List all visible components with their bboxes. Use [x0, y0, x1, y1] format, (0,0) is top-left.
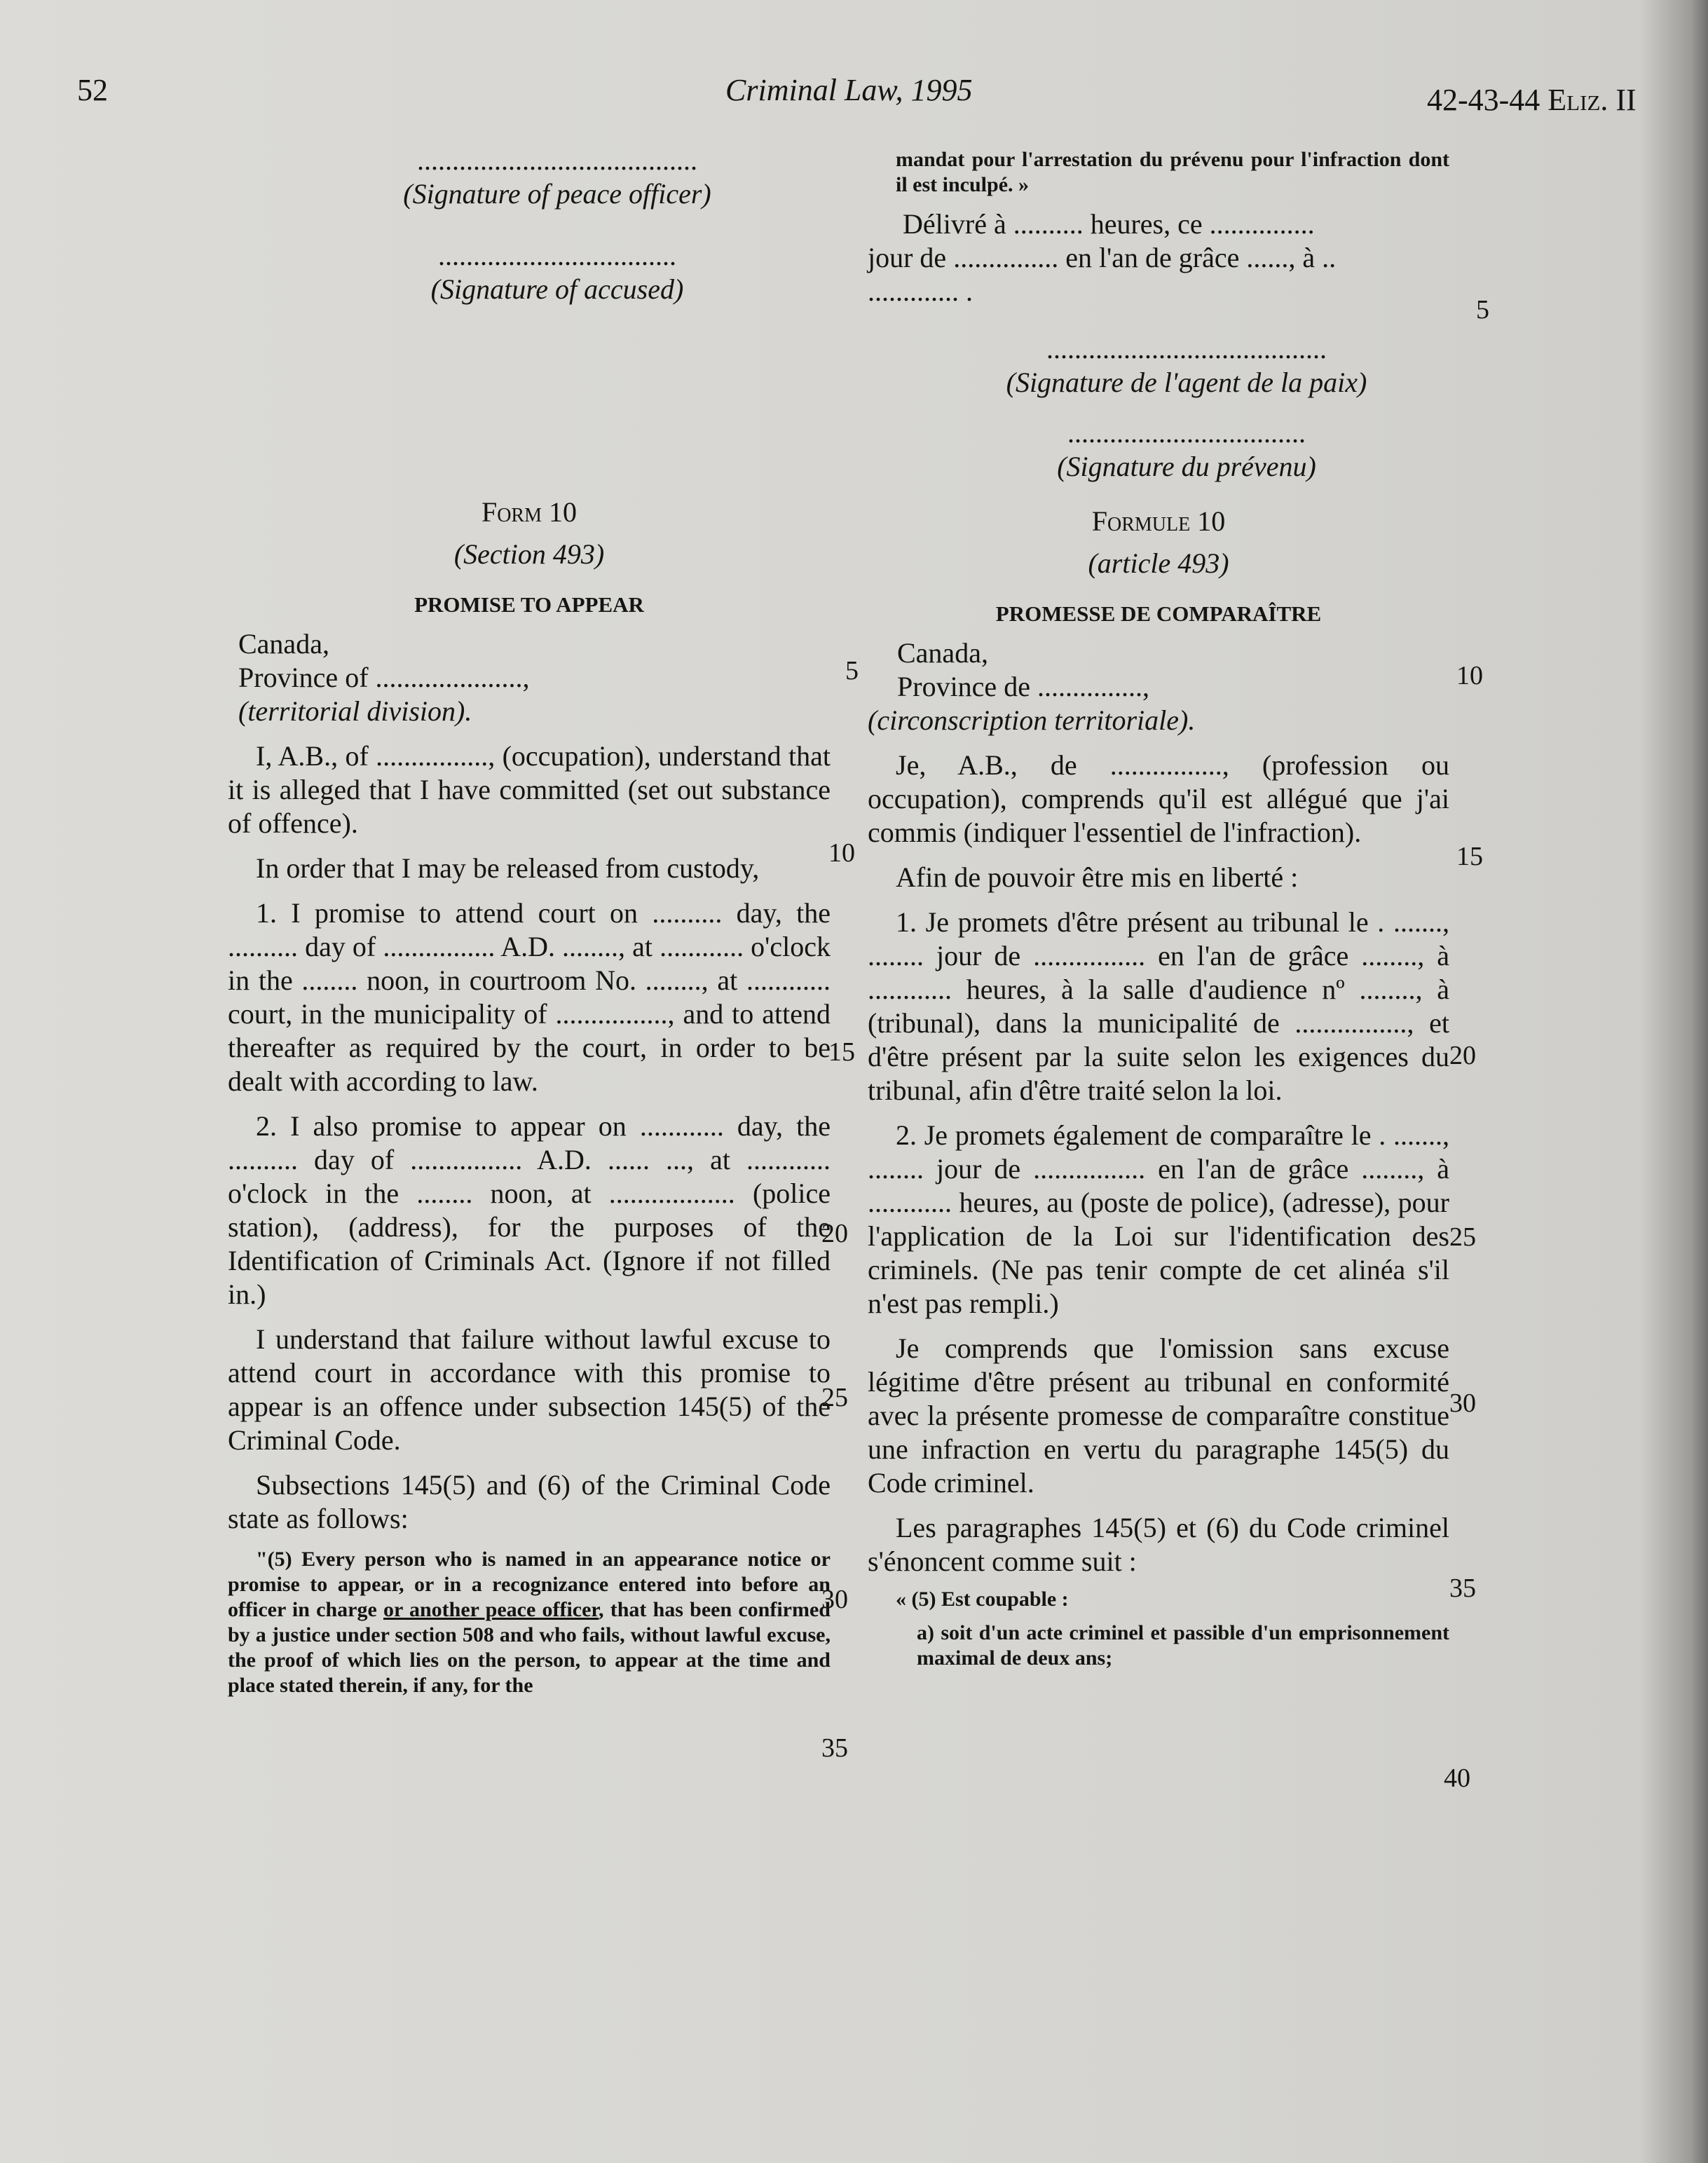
paragraph: Je, A.B., de ................, (profession ou occupation), comprends qu'il est allégué que j'ai commis (indiquer l'essentiel de l'infraction). — [868, 749, 1449, 848]
signature-line: ........................................ — [1046, 333, 1327, 364]
form-title: Formule 10 — [1091, 505, 1226, 537]
line-number: 30 — [821, 1585, 848, 1614]
signature-line: .................................. — [1067, 417, 1306, 449]
quote-underlined-text: or another peace officer — [383, 1598, 599, 1621]
regnal-year: 42-43-44 Eliz. II — [1427, 83, 1637, 117]
quote-text: "(5) Every person who is named in an appearance notice or promise to appear, or in a recognizance entered into before an officer in charge — [228, 1548, 831, 1621]
paragraph: Afin de pouvoir être mis en liberté : — [896, 861, 1299, 893]
continued-text: mandat pour l'arrestation du prévenu pour l'infraction dont il est inculpé. » — [896, 148, 1449, 196]
signature-caption: (Signature de l'agent de la paix) — [1006, 367, 1367, 398]
line-number: 5 — [845, 656, 859, 685]
paragraph: I, A.B., of ................, (occupation), understand that it is alleged that I have committed (set out substance of offence). — [228, 740, 831, 839]
line-number: 5 — [1476, 295, 1489, 325]
paragraph: 2. Je promets également de comparaître le . ......., ........ jour de ................ en l'an de grâce ........, à ............ heures, au (poste de police), (adresse), pour l'application de la Loi sur l'identification des criminels. (Ne pas tenir compte de cet alinéa s'il n'est pas rempli.) — [868, 1119, 1449, 1319]
line-number: 15 — [828, 1037, 855, 1067]
line-number: 20 — [821, 1219, 848, 1248]
paragraph: Subsections 145(5) and (6) of the Criminal Code state as follows: — [228, 1469, 831, 1534]
signature-caption: (Signature of peace officer) — [403, 178, 711, 210]
signature-caption: (Signature of accused) — [430, 273, 684, 305]
line-number: 30 — [1449, 1388, 1476, 1418]
address-line: Province de ..............., — [897, 671, 1149, 702]
address-line: Province of ....................., — [238, 662, 530, 693]
line-number: 25 — [821, 1383, 848, 1412]
english-column — [228, 144, 831, 1698]
page-number: 52 — [77, 73, 108, 107]
paragraph: 1. I promise to attend court on .......... day, the .......... day of ................ A.D. ........, at ............ o'clock in the ........ noon, in courtroom No. ........, at ............ court, in the municipality of ................, and to attend thereafter as required by the court, in order to be dealt with according to law. — [228, 897, 831, 1097]
form-title: Form 10 — [481, 496, 578, 528]
address-line: (territorial division). — [238, 695, 472, 727]
address-line: Canada, — [897, 637, 988, 669]
quoted-provision: a) soit d'un acte criminel et passible d'un emprisonnement maximal de deux ans; — [917, 1621, 1449, 1670]
issued-line: ............. . — [868, 275, 973, 307]
line-number: 35 — [821, 1733, 848, 1763]
signature-caption: (Signature du prévenu) — [1057, 451, 1316, 482]
issued-line: jour de ............... en l'an de grâce ......, à .. — [868, 242, 1337, 273]
quoted-provision — [228, 1547, 831, 1698]
line-number: 15 — [1456, 842, 1483, 871]
paragraph: Je comprends que l'omission sans excuse légitime d'être présent au tribunal en conformité avec la présente promesse de comparaître constitue une infraction en vertu du paragraphe 145(5) du Code criminel. — [868, 1332, 1449, 1499]
line-number: 40 — [1444, 1763, 1470, 1793]
paragraph: 1. Je promets d'être présent au tribunal le . ......., ........ jour de ................ en l'an de grâce ........, à ............ heures, à la salle d'audience nº ........, à (tribunal), dans la municipalité de ................, et d'être présent par la suite selon les exigences du tribunal, afin d'être traité selon la loi. — [868, 906, 1449, 1106]
line-number: 20 — [1449, 1041, 1476, 1070]
quoted-provision: « (5) Est coupable : — [896, 1588, 1069, 1611]
signature-line: .................................. — [438, 240, 676, 271]
running-title: Criminal Law, 1995 — [725, 73, 973, 107]
section-reference: (article 493) — [1088, 547, 1229, 579]
section-reference: (Section 493) — [453, 538, 605, 570]
address-line: Canada, — [238, 628, 329, 660]
paragraph: I understand that failure without lawful excuse to attend court in accordance with this promise to appear is an offence under subsection 145(5) of the Criminal Code. — [228, 1323, 831, 1456]
issued-line: Délivré à .......... heures, ce ............... — [903, 208, 1315, 240]
form-heading: PROMESSE DE COMPARAÎTRE — [995, 601, 1322, 626]
line-number: 35 — [1449, 1574, 1476, 1603]
address-line: (circonscription territoriale). — [868, 704, 1196, 736]
line-number: 10 — [1456, 661, 1483, 690]
line-number: 10 — [828, 838, 855, 868]
form-heading: PROMISE TO APPEAR — [414, 592, 644, 617]
signature-line: ........................................ — [417, 144, 697, 176]
paragraph: In order that I may be released from custody, — [256, 852, 760, 884]
quote-text: , that has been confirmed by a justice under section 508 and who fails, without lawful excuse, the proof of which lies on the person, to appear at the time and place stated therein, if any, for the — [228, 1598, 831, 1697]
line-number: 25 — [1449, 1222, 1476, 1252]
french-column — [868, 147, 1449, 1671]
paragraph: 2. I also promise to appear on ............ day, the .......... day of ................ A.D. ...... ..., at ............ o'clock in the ........ noon, at .................. (police station), (address), for the purposes of the Identification of Criminals Act. (Ignore if not filled in.) — [228, 1110, 831, 1310]
paragraph: Les paragraphes 145(5) et (6) du Code criminel s'énoncent comme suit : — [868, 1512, 1449, 1577]
